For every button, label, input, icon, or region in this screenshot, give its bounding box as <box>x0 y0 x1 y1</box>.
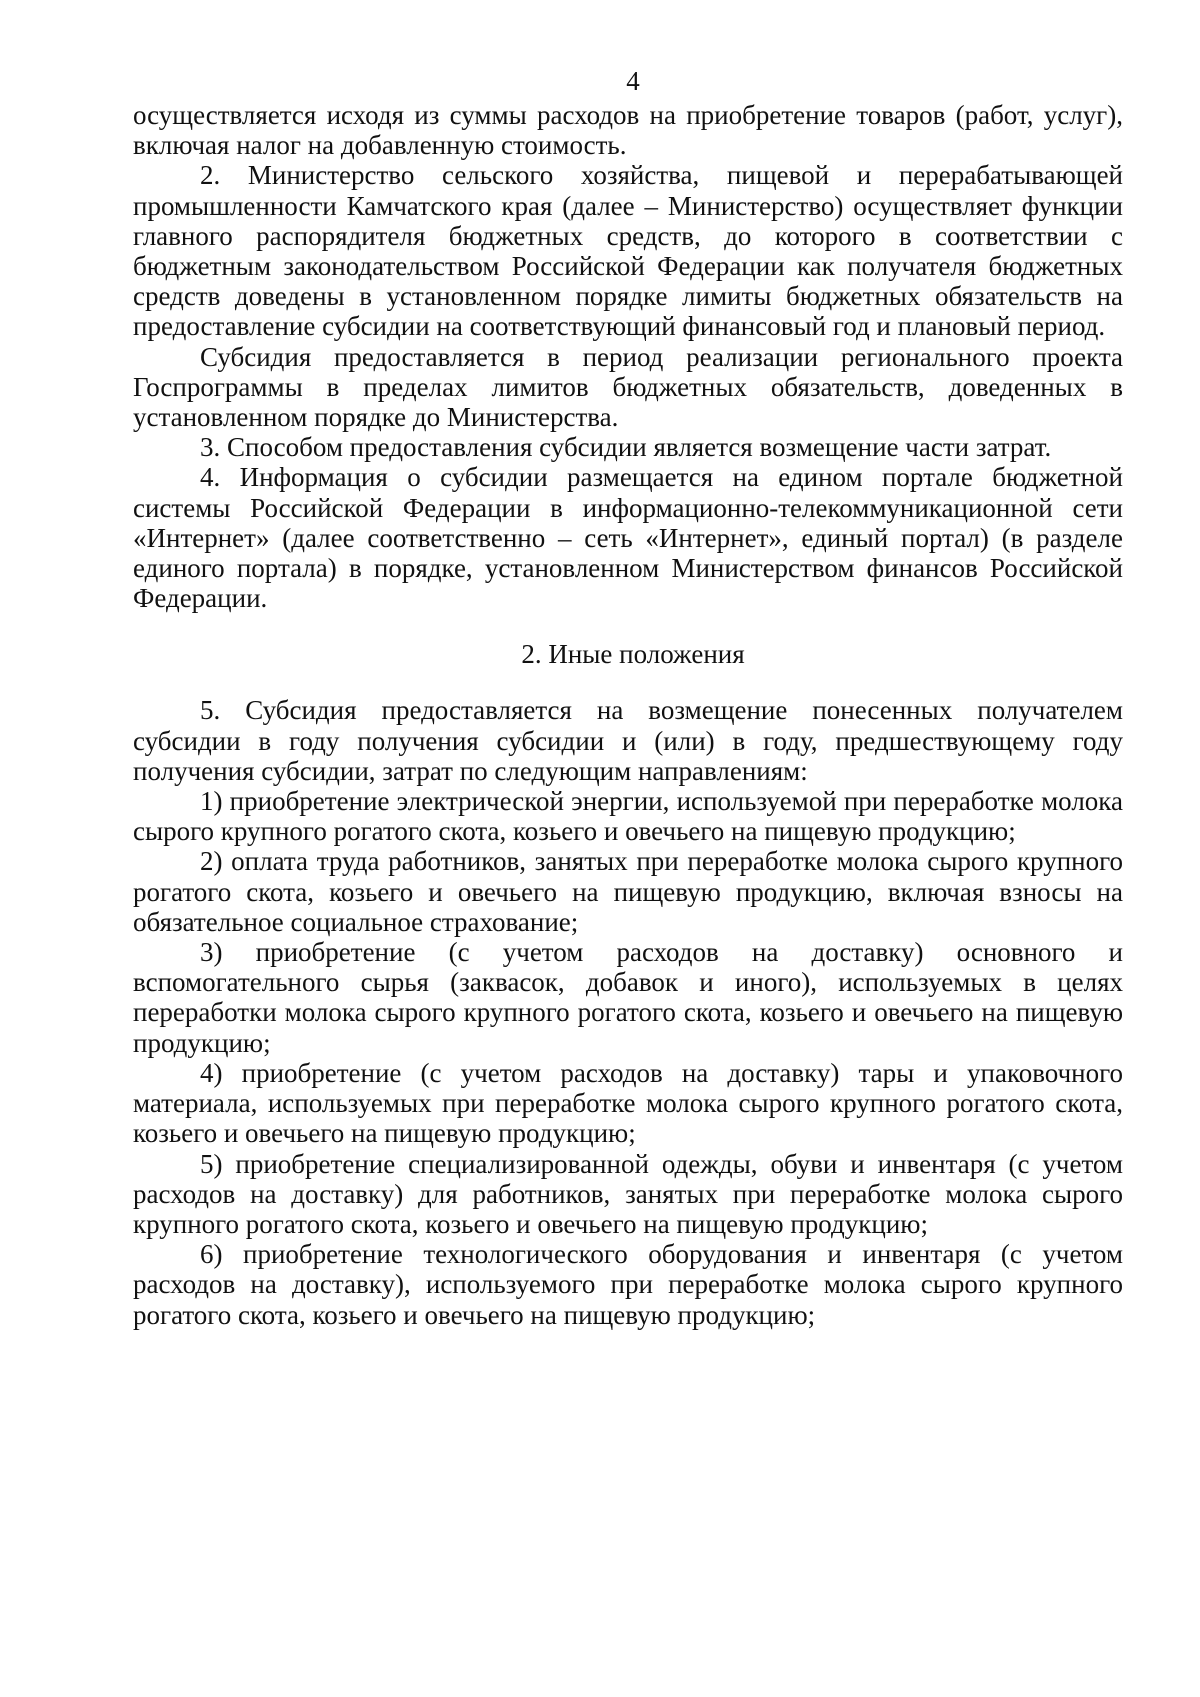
list-item-2: 2) оплата труда работников, занятых при переработке молока сырого крупного рогатого скота, козьего и овечьего на пищевую продукцию, включая взносы на обязательное социальное страхование; <box>133 846 1123 937</box>
paragraph-item-2: 2. Министерство сельского хозяйства, пищевой и перерабатывающей промышленности Камчатского края (далее – Министерство) осуществляет функции главного распорядителя бюджетных средств, до которого в соответствии с бюджетным законодательством Российской Федерации как получателя бюджетных средств доведены в установленном порядке лимиты бюджетных обязательств на предоставление субсидии на соответствующий финансовый год и плановый период. <box>133 160 1123 342</box>
list-item-5: 5) приобретение специализированной одежды, обуви и инвентаря (с учетом расходов на доставку) для работников, занятых при переработке молока сырого крупного рогатого скота, козьего и овечьего на пищевую продукцию; <box>133 1148 1123 1239</box>
list-item-1: 1) приобретение электрической энергии, используемой при переработке молока сырого крупного рогатого скота, козьего и овечьего на пищевую продукцию; <box>133 786 1123 847</box>
list-item-6: 6) приобретение технологического оборудования и инвентаря (с учетом расходов на доставку), используемого при переработке молока сырого крупного рогатого скота, козьего и овечьего на пищевую продукцию; <box>133 1239 1123 1330</box>
paragraph-continuation: осуществляется исходя из суммы расходов на приобретение товаров (работ, услуг), включая налог на добавленную стоимость. <box>133 100 1123 161</box>
paragraph-item-3: 3. Способом предоставления субсидии является возмещение части затрат. <box>200 432 1052 463</box>
page-number: 4 <box>626 66 640 96</box>
paragraph-item-4: 4. Информация о субсидии размещается на едином портале бюджетной системы Российской Федерации в информационно-телекоммуникационной сети «Интернет» (далее соответственно – сеть «Интернет», единый портал) (в разделе единого портала) в порядке, установленном Министерством финансов Российской Федерации. <box>133 462 1123 614</box>
list-item-3: 3) приобретение (с учетом расходов на доставку) основного и вспомогательного сырья (заквасок, добавок и иного), используемых в целях переработки молока сырого крупного рогатого скота, козьего и овечьего на пищевую продукцию; <box>133 937 1123 1058</box>
list-item-4: 4) приобретение (с учетом расходов на доставку) тары и упаковочного материала, используемых при переработке молока сырого крупного рогатого скота, козьего и овечьего на пищевую продукцию; <box>133 1057 1123 1149</box>
paragraph-item-5: 5. Субсидия предоставляется на возмещение понесенных получателем субсидии в году получения субсидии и (или) в году, предшествующему году получения субсидии, затрат по следующим направлениям: <box>133 695 1123 786</box>
section-heading: 2. Иные положения <box>521 639 745 670</box>
paragraph-subsidy-period: Субсидия предоставляется в период реализации регионального проекта Госпрограммы в пределах лимитов бюджетных обязательств, доведенных в установленном порядке до Министерства. <box>133 341 1123 433</box>
